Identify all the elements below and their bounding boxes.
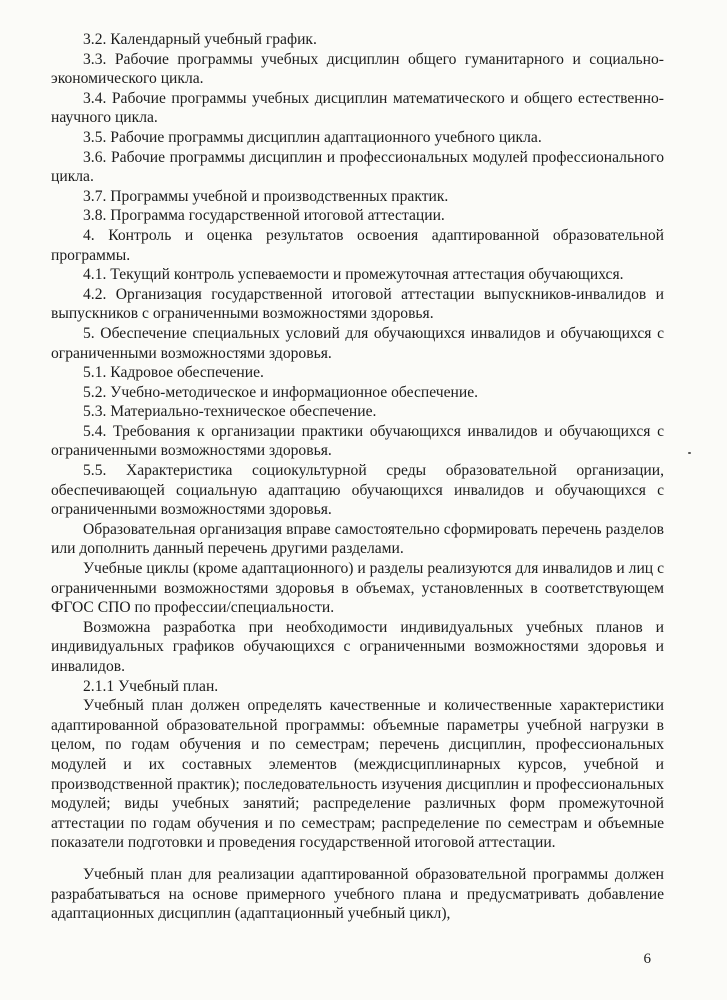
toc-item-3-6: 3.6. Рабочие программы дисциплин и профессиональных модулей профессионального цикла. <box>51 148 664 186</box>
toc-item-3-3: 3.3. Рабочие программы учебных дисциплин общего гуманитарного и социально-экономического цикла. <box>51 50 664 88</box>
page-body <box>51 30 664 924</box>
toc-item-3-2: 3.2. Календарный учебный график. <box>83 31 317 48</box>
toc-item-5-1: 5.1. Кадровое обеспечение. <box>83 364 264 382</box>
section-heading-2-1-1: 2.1.1 Учебный план. <box>83 677 219 695</box>
body-paragraph: Возможна разработка при необходимости индивидуальных учебных планов и индивидуальных графиков обучающихся с ограниченными возможностями здоровья и инвалидов. <box>51 618 664 675</box>
body-paragraph: Учебный план для реализации адаптированной образовательной программы должен разрабатываться на основе примерного учебного плана и предусматривать добавление адаптационных дисциплин (адаптационный учебный цикл), <box>51 865 664 923</box>
toc-item-5: 5. Обеспечение специальных условий для обучающихся инвалидов и обучающихся с ограниченными возможностями здоровья. <box>51 324 664 362</box>
toc-item-4-1: 4.1. Текущий контроль успеваемости и промежуточная аттестация обучающихся. <box>83 266 624 284</box>
toc-item-4-2: 4.2. Организация государственной итоговой аттестации выпускников-инвалидов и выпускников с ограниченными возможностями здоровья. <box>51 285 664 323</box>
body-paragraph: Учебные циклы (кроме адаптационного) и разделы реализуются для инвалидов и лиц с ограниченными возможностями здоровья в объемах, установленных в соответствующем ФГОС СПО по профессии/специальности. <box>51 560 664 617</box>
toc-item-3-4: 3.4. Рабочие программы учебных дисциплин математического и общего естественно-научного цикла. <box>51 89 664 127</box>
toc-item-5-2: 5.2. Учебно-методическое и информационное обеспечение. <box>83 383 479 401</box>
body-paragraph: Учебный план должен определять качественные и количественные характеристики адаптированной образовательной программы: объемные параметры учебной нагрузки в целом, по годам обучения и по семестрам; перечень дисциплин, профессиональных модулей и их составных элементов (междисциплинарных курсов, учебной и производственной практик); последовательность изучения дисциплин и профессиональных модулей; виды учебных занятий; распределение различных форм промежуточной аттестации по годам обучения и по семестрам; распределение по семестрам и объемные показатели подготовки и проведения государственной итоговой аттестации. <box>51 697 664 852</box>
toc-item-5-3: 5.3. Материально-техническое обеспечение. <box>83 403 377 421</box>
page-number: 6 <box>643 951 651 967</box>
toc-item-3-5: 3.5. Рабочие программы дисциплин адаптационного учебного цикла. <box>83 128 542 146</box>
scan-speck <box>688 452 691 454</box>
toc-item-5-4: 5.4. Требования к организации практики обучающихся инвалидов и обучающихся с ограниченными возможностями здоровья. <box>51 422 664 460</box>
body-paragraph: Образовательная организация вправе самостоятельно сформировать перечень разделов или дополнить данный перечень другими разделами. <box>51 520 664 558</box>
toc-item-3-8: 3.8. Программа государственной итоговой аттестации. <box>83 207 445 225</box>
toc-item-5-5: 5.5. Характеристика социокультурной среды образовательной организации, обеспечивающей социальную адаптацию обучающихся инвалидов и обучающихся с ограниченными возможностями здоровья. <box>51 462 664 519</box>
toc-item-4: 4. Контроль и оценка результатов освоения адаптированной образовательной программы. <box>51 226 664 264</box>
toc-item-3-7: 3.7. Программы учебной и производственных практик. <box>83 187 449 205</box>
